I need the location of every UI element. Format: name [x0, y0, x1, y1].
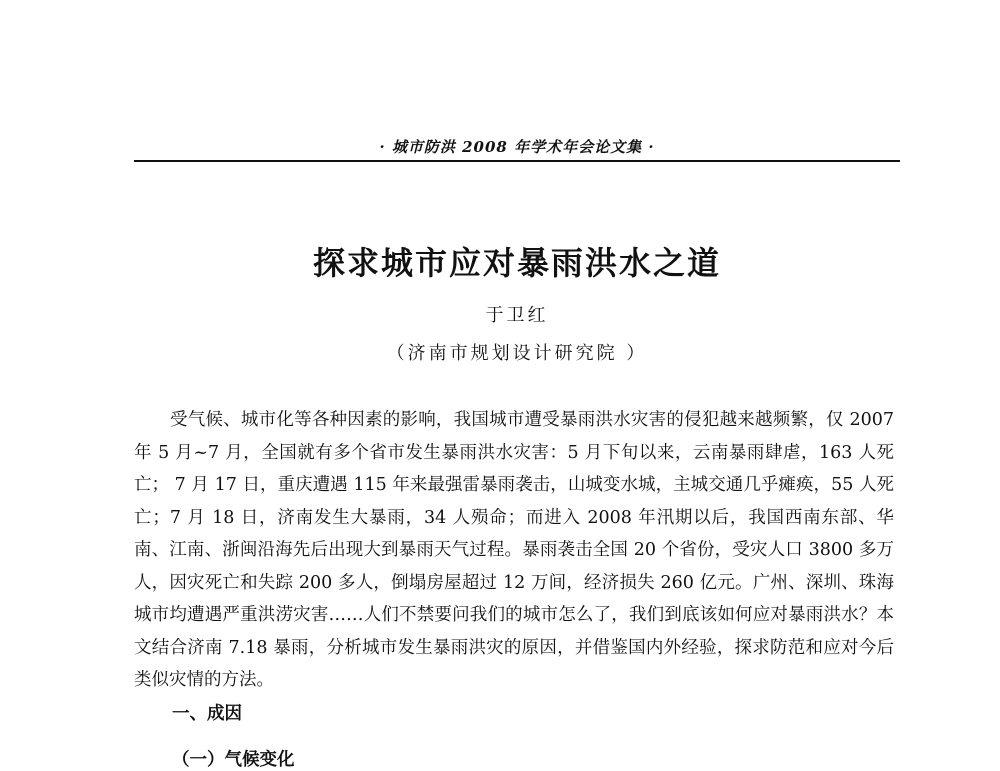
header-rule: [134, 160, 900, 162]
subsection-heading: （一）气候变化: [172, 750, 295, 770]
article-author: 于卫红: [485, 305, 549, 326]
article-title: 探求城市应对暴雨洪水之道: [312, 244, 721, 282]
intro-paragraph: 受气候、城市化等各种因素的影响，我国城市遭受暴雨洪水灾害的侵犯越来越频繁，仅 2007 年 5 月~7 月，全国就有多个省市发生暴雨洪水灾害：5 月下旬以来，云南暴雨肆虐，163 人死亡； 7 月 17 日，重庆遭遇 115 年来最强雷暴雨袭击，山城变水城，主城交通几乎瘫痪，55 人死亡；7 月 18 日，济南发生大暴雨，34 人殒命；而进入 2008 年汛期以后，我国西南东部、华南、江南、浙闽沿海先后出现大到暴雨天气过程。暴雨袭击全国 20 个省份，受灾人口 3800 多万人，因灾死亡和失踪 200 多人，倒塌房屋超过 12 万间，经济损失 260 亿元。广州、深圳、珠海城市均遭遇严重洪涝灾害……人们不禁要问我们的城市怎么了，我们到底该如何应对暴雨洪水？本文结合济南 7.18 暴雨，分析城市发生暴雨洪灾的原因，并借鉴国内外经验，探求防范和应对今后类似灾情的方法。: [134, 410, 894, 690]
author-affiliation: （济南市规划设计研究院 ）: [386, 343, 648, 364]
running-header: · 城市防洪 2008 年学术年会论文集 ·: [379, 138, 655, 156]
section-heading: 一、成因: [172, 704, 242, 724]
